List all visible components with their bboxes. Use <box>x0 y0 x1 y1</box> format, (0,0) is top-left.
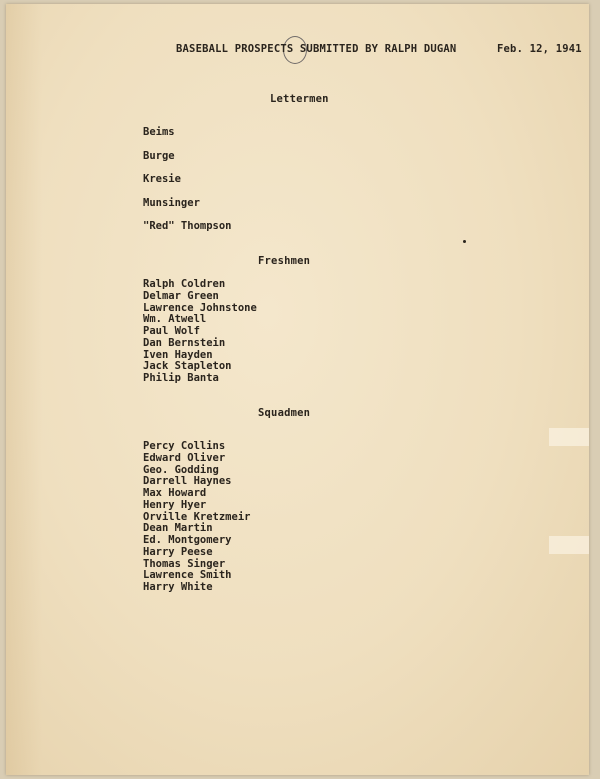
list-item: Wm. Atwell <box>143 313 207 326</box>
list-item: Lawrence Smith <box>143 569 232 582</box>
list-item: Lawrence Johnstone <box>143 301 257 314</box>
list-item: Darrell Haynes <box>143 475 232 488</box>
list-item: Philip Banta <box>143 372 219 384</box>
freshmen-heading: Freshmen <box>258 255 311 267</box>
list-item: Harry White <box>143 581 213 593</box>
list-item: Percy Collins <box>143 440 226 452</box>
list-item: Harry Peese <box>143 545 213 558</box>
document-title: BASEBALL PROSPECTS SUBMITTED BY RALPH DUGAN <box>176 43 457 55</box>
list-item: Iven Hayden <box>143 348 213 361</box>
list-item: Edward Oliver <box>143 451 226 464</box>
list-item: Munsinger <box>143 196 200 209</box>
list-item: Beims <box>143 126 175 138</box>
list-item: Orville Kretzmeir <box>143 510 251 523</box>
list-item: Henry Hyer <box>143 498 207 511</box>
list-item: Thomas Singer <box>143 557 226 570</box>
document-page <box>6 4 589 775</box>
list-item: Delmar Green <box>143 289 219 302</box>
freshmen-list <box>143 279 257 385</box>
list-item: "Red" Thompson <box>143 220 232 232</box>
paper-tear-mark <box>549 428 589 446</box>
list-item: Kresie <box>143 173 181 185</box>
document-date: Feb. 12, 1941 <box>497 43 582 55</box>
list-item: Dean Martin <box>143 522 213 535</box>
ink-speck <box>463 240 466 243</box>
list-item: Burge <box>143 149 175 162</box>
squadmen-list <box>143 441 250 594</box>
list-item: Paul Wolf <box>143 325 200 337</box>
lettermen-heading: Lettermen <box>270 93 329 105</box>
paper-tear-mark <box>549 536 589 554</box>
list-item: Geo. Godding <box>143 463 219 476</box>
list-item: Ralph Coldren <box>143 278 226 290</box>
squadmen-heading: Squadmen <box>258 407 311 419</box>
list-item: Jack Stapleton <box>143 360 232 373</box>
list-item: Ed. Montgomery <box>143 534 232 546</box>
list-item: Dan Bernstein <box>143 336 226 349</box>
list-item: Max Howard <box>143 487 207 499</box>
lettermen-list <box>143 127 232 245</box>
